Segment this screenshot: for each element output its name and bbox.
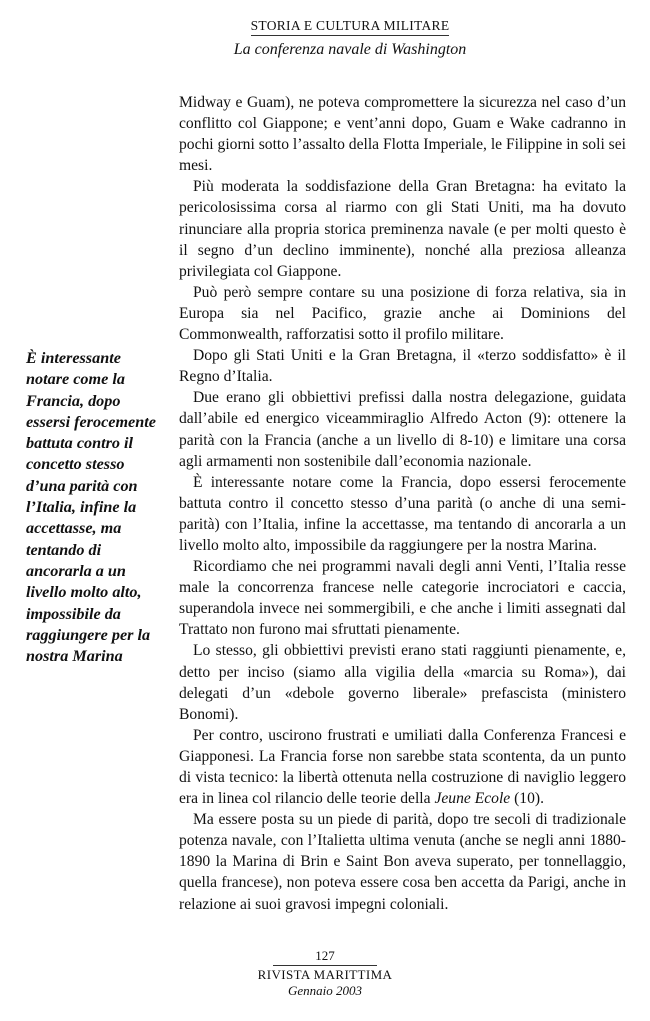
paragraph: Ma essere posta su un piede di parità, dopo tre secoli di tradizionale potenza navale, con l’Italietta ultima venuta (anche se negli anni 1880-1890 la Marina di Brin e Saint Bon aveva superato, per tonnellaggio, quella francese), non poteva essere cosa ben accetta da Parigi, anche in relazione ai suoi gravosi impegni coloniali.: [179, 811, 626, 913]
article-body: [179, 92, 626, 915]
pullquote: È interessante notare come la Francia, dopo essersi ferocemente battuta contro il concetto stesso d’una parità con l’Italia, infine la accettasse, ma tentando di ancorarla a un livello molto alto, impossibile da raggiungere per la nostra Marina: [26, 349, 156, 666]
paragraph: Due erano gli obbiettivi prefissi dalla nostra delegazione, guidata dall’abile ed energico viceammiraglio Alfredo Acton (9): ottenere la parità con la Francia (anche a un livello di 8-10) e limitare una corsa agli armamenti non sostenibile dall’economia nazionale.: [179, 389, 626, 470]
article-title: La conferenza navale di Washington: [233, 41, 467, 58]
paragraph: Dopo gli Stati Uniti e la Gran Bretagna, il «terzo soddisfatto» è il Regno d’Italia.: [179, 347, 626, 386]
section-title-text: STORIA E CULTURA MILITARE: [251, 18, 450, 36]
paragraph: Più moderata la soddisfazione della Gran Bretagna: ha evitato la pericolosissima corsa al riarmo con gli Stati Uniti, ma ha dovuto rinunciare alla propria storica preminenza navale (e per molti questo è il segno d’un declino imminente), nonché alla preziosa alleanza privilegiata col Giappone.: [179, 178, 626, 280]
paragraph: Midway e Guam), ne poteva compromettere la sicurezza nel caso d’un conflitto col Giappone; e vent’anni dopo, Guam e Wake cadranno in pochi giorni sotto l’assalto della Flotta Imperiale, le Filippine in soli sei mesi.: [179, 94, 626, 175]
paragraph-text: Per contro, uscirono frustrati e umiliati dalla Conferenza Francesi e Giapponesi. La Francia forse non sarebbe stata scontenta, da un punto di vista tecnico: la libertà ottenuta nella costruzione di naviglio leggero era in linea col rilancio delle teorie della: [179, 726, 626, 808]
footer-divider: [273, 965, 377, 966]
italic-term: Jeune Ecole: [434, 790, 511, 808]
paragraph: Può però sempre contare su una posizione di forza relativa, sia in Europa sia nel Pacifico, grazie anche ai Dominions del Commonwealth, rafforzatisi sotto il profilo militare.: [179, 283, 626, 344]
issue-date: Gennaio 2003: [287, 983, 363, 998]
journal-name: RIVISTA MARITTIMA: [257, 967, 393, 982]
section-title: [60, 18, 640, 36]
paragraph: È interessante notare come la Francia, dopo essersi ferocemente battuta contro il concetto stesso d’una parità (o anche di una semi-parità) con l’Italia, infine la accettasse, ma tentando di ancorarla a un livello molto alto, impossibile da raggiungere per la nostra Marina.: [179, 473, 626, 554]
paragraph: [179, 725, 626, 809]
paragraph-text-end: (10).: [510, 790, 544, 808]
paragraph: Ricordiamo che nei programmi navali degli anni Venti, l’Italia resse male la concorrenza francese nelle categorie incrociatori e caccia, superandola invece nei sommergibili, e che anche i limiti assegnati dal Trattato non furono mai sfruttati pienamente.: [179, 558, 626, 639]
page-number: 127: [315, 948, 335, 963]
paragraph: Lo stesso, gli obbiettivi previsti erano stati raggiunti pienamente, e, detto per inciso (siamo alla vigilia della «marcia su Roma»), dai delegati d’un «debole governo liberale» prefascista (ministero Bonomi).: [179, 642, 626, 723]
